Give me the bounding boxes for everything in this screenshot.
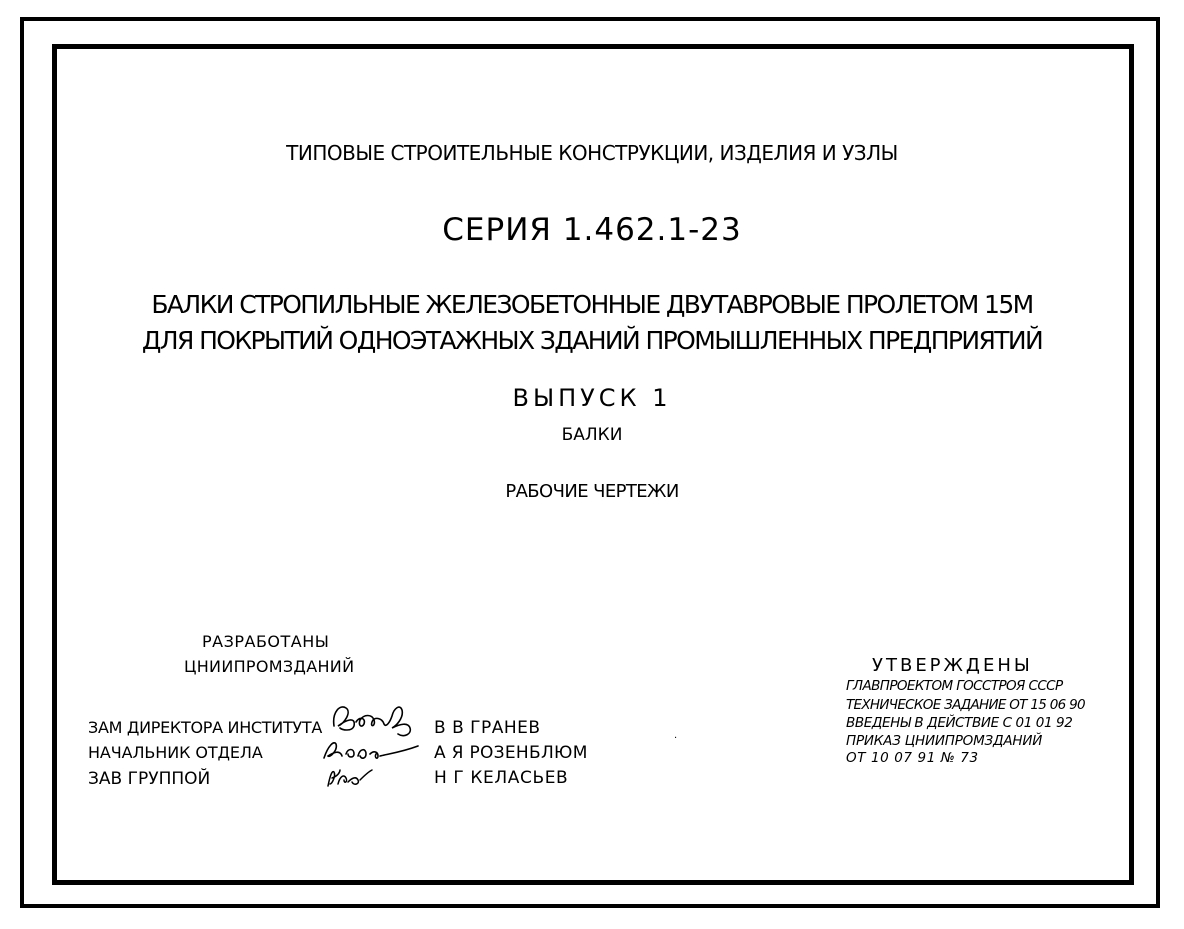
document-type: РАБОЧИЕ ЧЕРТЕЖИ — [505, 481, 679, 502]
stray-mark: . — [674, 730, 678, 741]
series-number: СЕРИЯ 1.462.1-23 — [442, 212, 742, 248]
signatory-position: НАЧАЛЬНИК ОТДЕЛА — [88, 743, 263, 762]
approval-line-5: ОТ 10 07 91 № 73 — [846, 750, 979, 766]
approval-line-2: ТЕХНИЧЕСКОЕ ЗАДАНИЕ ОТ 15 06 90 — [846, 697, 1085, 713]
signatory-name: Н Г КЕЛАСЬЕВ — [434, 768, 569, 788]
signatory-position: ЗАВ ГРУППОЙ — [88, 769, 211, 789]
issue-subject: БАЛКИ — [561, 425, 623, 445]
approval-line-3: ВВЕДЕНЫ В ДЕЙСТВИЕ С 01 01 92 — [846, 715, 1073, 731]
approval-label: УТВЕРЖДЕНЫ — [872, 655, 1033, 676]
approval-line-1: ГЛАВПРОЕКТОМ ГОССТРОЯ СССР — [846, 678, 1063, 694]
signature-kelasyev — [324, 762, 374, 792]
issue-number: ВЫПУСК 1 — [512, 384, 672, 412]
developer-organization: ЦНИИПРОМЗДАНИЙ — [184, 657, 355, 676]
signatory-name: А Я РОЗЕНБЛЮМ — [434, 743, 588, 763]
approval-line-4: ПРИКАЗ ЦНИИПРОМЗДАНИЙ — [846, 733, 1043, 749]
signatory-name: В В ГРАНЕВ — [434, 718, 541, 738]
signature-rozenblyum — [318, 736, 422, 764]
document-title-line-1: БАЛКИ СТРОПИЛЬНЫЕ ЖЕЛЕЗОБЕТОННЫЕ ДВУТАВРОВЫЕ ПРОЛЕТОМ 15М — [151, 290, 1033, 319]
document-title-line-2: ДЛЯ ПОКРЫТИЙ ОДНОЭТАЖНЫХ ЗДАНИЙ ПРОМЫШЛЕННЫХ ПРЕДПРИЯТИЙ — [141, 326, 1043, 355]
collection-title: ТИПОВЫЕ СТРОИТЕЛЬНЫЕ КОНСТРУКЦИИ, ИЗДЕЛИЯ И УЗЛЫ — [286, 141, 898, 165]
developer-label: РАЗРАБОТАНЫ — [202, 632, 330, 651]
signatory-position: ЗАМ ДИРЕКТОРА ИНСТИТУТА — [88, 718, 322, 737]
